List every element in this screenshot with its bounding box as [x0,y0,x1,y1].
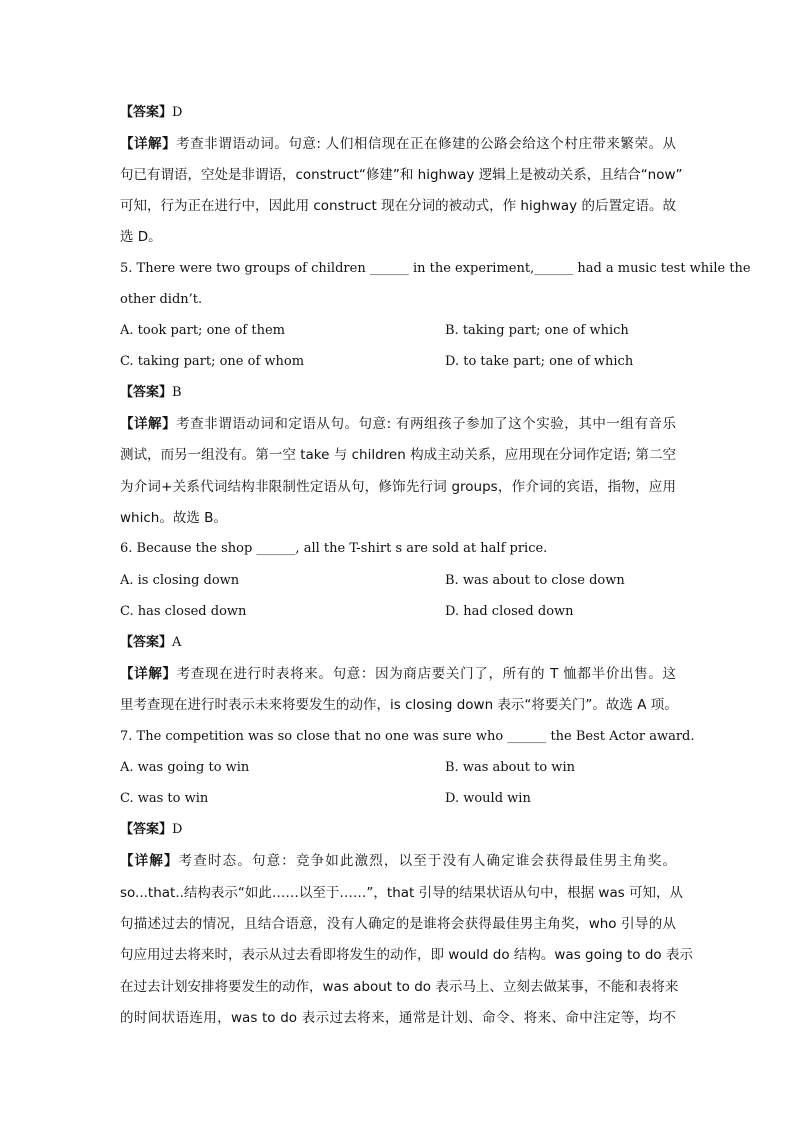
detail-label: 【详解】 [120,416,177,432]
q5-detail-line: 为介词+关系代词结构非限制性定语从句，修饰先行词 groups，作介词的宾语，指物，应用 [120,479,676,495]
detail-label: 【详解】 [120,136,177,152]
q7-detail-line: 在过去计划安排将要发生的动作，was about to do 表示马上、立刻去做某事，不能和表将来 [120,979,679,995]
q6-detail-line: 里考查现在进行时表示未来将要发生的动作，is closing down 表示“将要关门”。故选 A 项。 [120,697,678,713]
q7-detail-line: 句应用过去将来时，表示从过去看即将发生的动作，即 would do 结构。was going to do 表示 [120,947,693,963]
q7-option-a: A. was going to win [120,760,250,775]
q4-detail-line [120,134,676,154]
q7-option-c: C. was to win [120,791,209,806]
q4-detail-line: 可知，行为正在进行中，因此用 construct 现在分词的被动式，作 highway 的后置定语。故 [120,198,676,214]
q6-option-a: A. is closing down [120,573,240,588]
q6-detail-text: 考查现在进行时表将来。句意：因为商店要关门了，所有的 T 恤都半价出售。这 [176,666,677,682]
q5-answer-line [120,383,676,403]
q7-option-b: B. was about to win [445,760,575,775]
answer-label: 【答案】 [120,635,173,650]
q5-stem: other didn’t. [120,292,203,307]
q6-answer-line [120,633,676,653]
q5-option-d: D. to take part; one of which [445,354,634,369]
q6-answer: A [172,635,182,650]
q5-option-a: A. took part; one of them [120,323,285,338]
q4-answer-line [120,103,676,123]
q4-answer: D [172,105,183,120]
q7-detail-text: 考查时态。句意：竞争如此激烈，以至于没有人确定谁会获得最佳男主角奖。 [178,853,677,869]
q7-detail-line [120,851,676,871]
q6-option-b: B. was about to close down [445,573,625,588]
q5-detail-line: which。故选 B。 [120,510,227,526]
q6-option-c: C. has closed down [120,604,247,619]
answer-label: 【答案】 [120,822,173,837]
q7-stem: 7. The competition was so close that no one was sure who ______ the Best Actor award. [120,729,695,744]
q5-stem: 5. There were two groups of children ______ in the experiment,______ had a music test while the [120,261,751,276]
q6-stem: 6. Because the shop ______, all the T-shirt s are sold at half price. [120,541,548,556]
q5-answer: B [172,385,182,400]
detail-label: 【详解】 [120,666,177,682]
q4-detail-line: 句已有谓语，空处是非谓语，construct“修建”和 highway 逻辑上是被动关系，且结合“now” [120,167,683,183]
q6-detail-line [120,664,676,684]
q4-detail-line: 选 D。 [120,229,162,245]
q6-option-d: D. had closed down [445,604,574,619]
q5-detail-line: 测试，而另一组没有。第一空 take 与 children 构成主动关系，应用现在分词作定语; 第二空 [120,447,676,463]
q4-detail-text: 考查非谓语动词。句意: 人们相信现在正在修建的公路会给这个村庄带来繁荣。从 [176,136,677,152]
q5-detail-line [120,414,676,434]
q7-detail-line: 的时间状语连用，was to do 表示过去将来，通常是计划、命令、将来、命中注定等，均不 [120,1010,676,1026]
q7-answer-line [120,820,676,840]
detail-label: 【详解】 [120,853,179,869]
q7-detail-line: so...that..结构表示“如此……以至于……”，that 引导的结果状语从句中，根据 was 可知，从 [120,885,684,901]
q7-option-d: D. would win [445,791,531,806]
q7-answer: D [172,822,183,837]
q5-option-c: C. taking part; one of whom [120,354,305,369]
q5-detail-text: 考查非谓语动词和定语从句。句意: 有两组孩子参加了这个实验，其中一组有音乐 [176,416,677,432]
answer-label: 【答案】 [120,105,173,120]
q7-detail-line: 句描述过去的情况，且结合语意，没有人确定的是谁将会获得最佳男主角奖，who 引导的从 [120,916,676,932]
q5-option-b: B. taking part; one of which [445,323,629,338]
answer-label: 【答案】 [120,385,173,400]
